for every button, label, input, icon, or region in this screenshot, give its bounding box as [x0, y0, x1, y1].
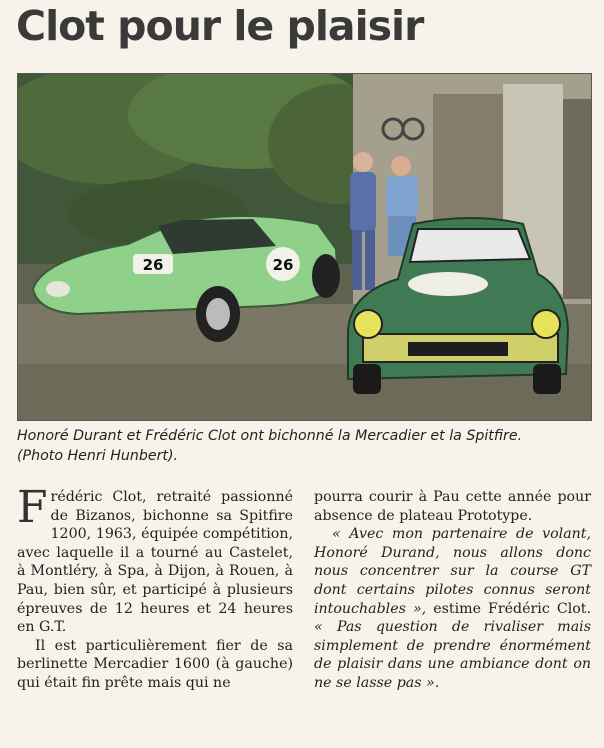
paragraph-2-continued: pourra courir à Pau cette année pour absence de plateau Prototype. — [314, 489, 591, 524]
quote-2: « Pas question de rivaliser mais simplement de prendre énormément de plaisir dans une ambiance dont on ne se lasse pas ». — [314, 619, 591, 691]
paragraph-2: Il est particulièrement fier de sa berlinette Mercadier 1600 (à gauche) qui était fin prête mais qui ne — [17, 637, 293, 691]
caption-line-1: Honoré Durant et Frédéric Clot ont bichonné la Mercadier et la Spitfire. — [17, 428, 523, 444]
car-number-side: 26 — [272, 256, 294, 274]
car-number-front: 26 — [142, 256, 164, 274]
quote-1: « Avec mon partenaire de volant, Honoré Durand, nous allons donc nous concentrer sur la course GT dont certains pilotes connus seront intouchables », — [314, 526, 591, 617]
paragraph-1 — [17, 482, 293, 637]
paragraph-1-text: rédéric Clot, retraité passionné de Bizanos, bichonne sa Spitfire 1200, 1963, équipée compétition, avec laquelle il a tourné au Castelet, à Montléry, à Spa, à Dijon, à Rouen, à Pau, bien sûr, et participé à plusieurs épreuves de 12 heures et 24 heures en G.T. — [17, 489, 293, 636]
quote-attribution: estime Frédéric Clot. — [426, 600, 591, 617]
caption-credit: (Photo Henri Hunbert). — [17, 448, 179, 464]
article-photo — [17, 73, 592, 421]
photo-illustration — [18, 74, 591, 420]
paragraph-3 — [314, 525, 591, 692]
headline: Clot pour le plaisir — [16, 2, 424, 50]
photo-caption — [17, 426, 597, 466]
article-column-left — [17, 482, 293, 693]
dropcap: F — [17, 482, 48, 533]
article-column-right — [314, 488, 591, 693]
